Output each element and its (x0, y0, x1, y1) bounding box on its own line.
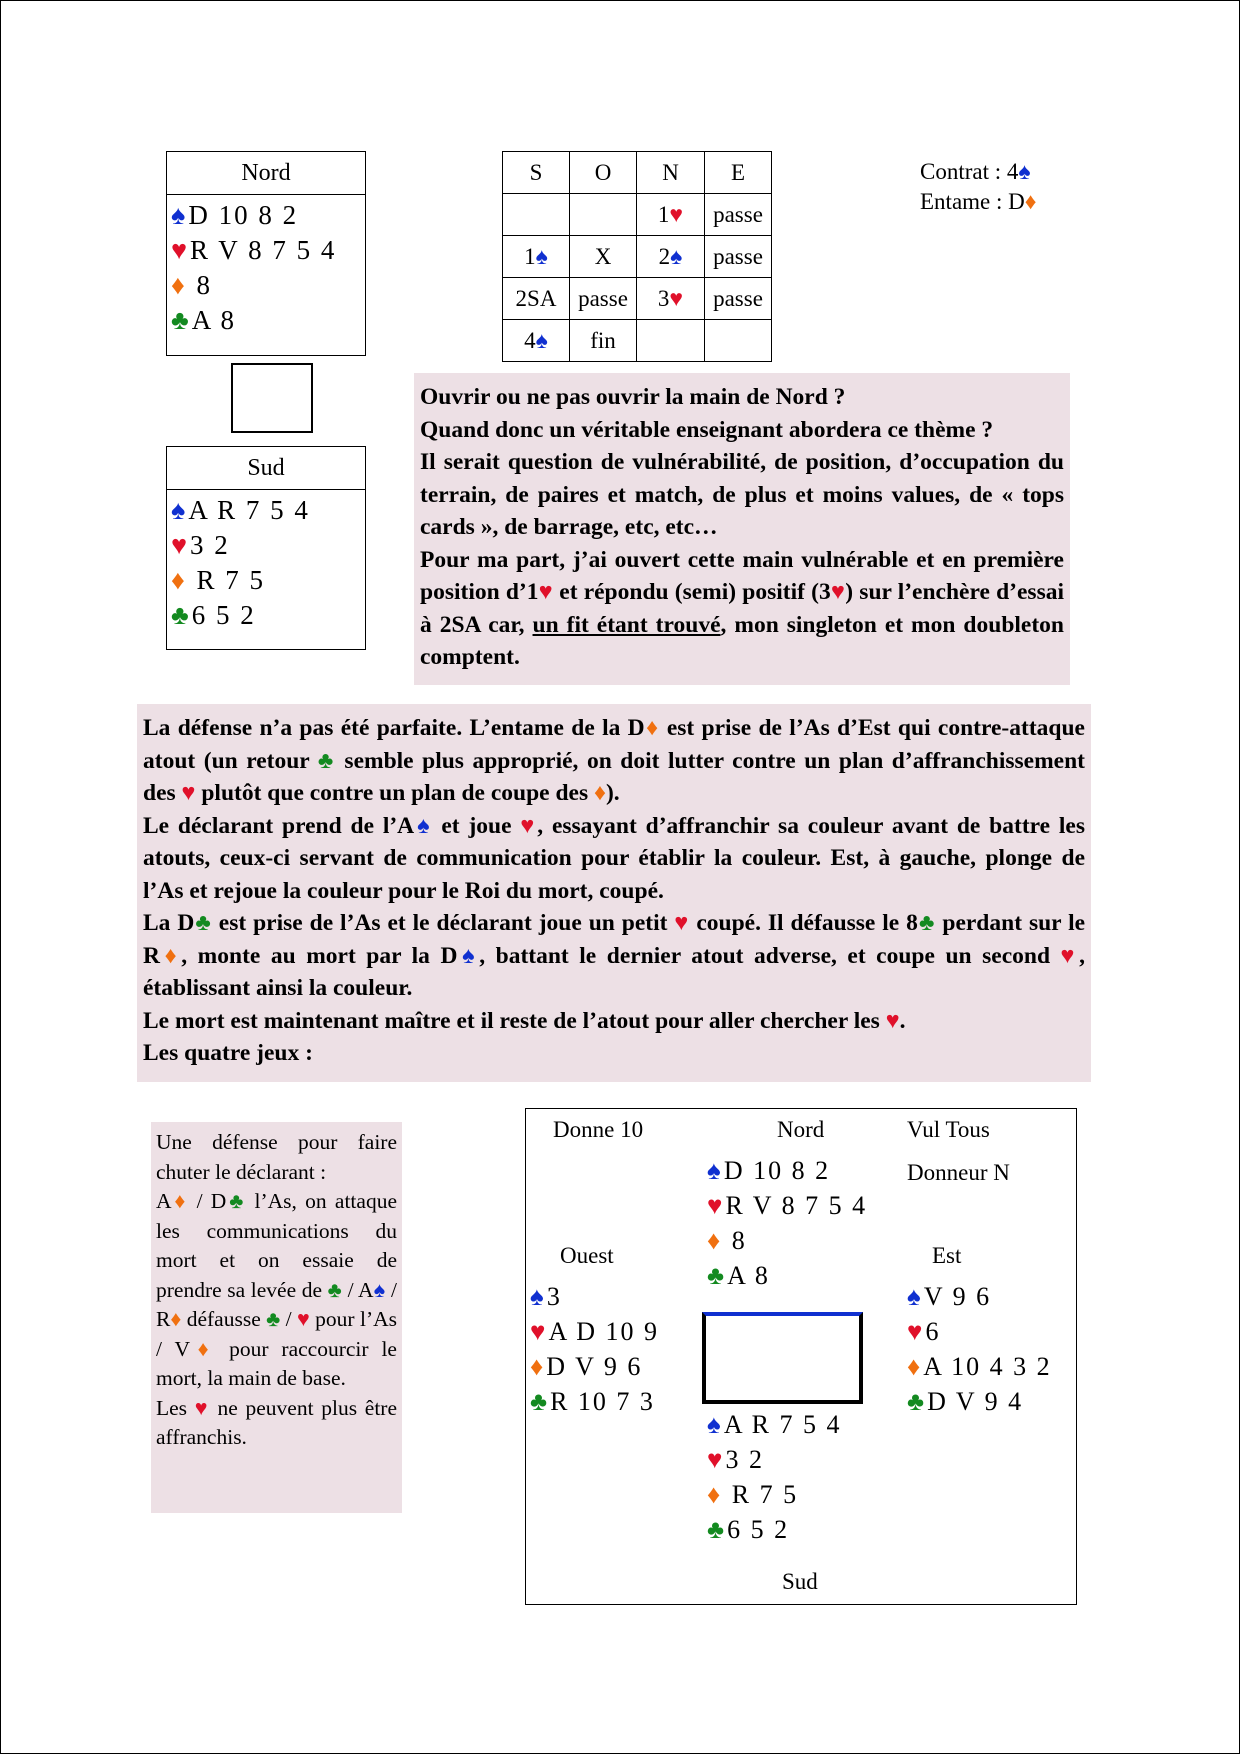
diamond-icon: ♦ (171, 270, 185, 300)
bidding-header-o: O (570, 152, 637, 194)
bid-level: 4 (524, 327, 536, 353)
bid-cell (637, 278, 705, 320)
cards: D V 9 6 (546, 1352, 643, 1381)
analysis-paragraph (143, 1005, 1085, 1038)
bidding-header-row (503, 152, 772, 194)
east-diamonds (907, 1349, 1052, 1384)
west-diamonds (530, 1349, 659, 1384)
bid-cell: passe (705, 278, 772, 320)
bidding-row (503, 278, 772, 320)
diamond-icon: ♦ (171, 1189, 189, 1213)
south-hearts (707, 1442, 842, 1477)
bidding-row (503, 194, 772, 236)
cards: 3 2 (725, 1445, 764, 1474)
spade-icon: ♠ (670, 243, 683, 269)
club-icon: ♣ (917, 910, 936, 936)
intro-sentence: Ouvrir ou ne pas ouvrir la main de Nord ? (420, 384, 846, 410)
text: La D (143, 910, 195, 936)
north-hand-title: Nord (167, 152, 365, 195)
text: Le mort est maintenant maître et il reste de l’atout pour aller chercher les (143, 1007, 886, 1034)
text: , monte au mort par la D (181, 942, 458, 969)
table-square (231, 363, 313, 433)
text: coupé. Il défausse le 8 (689, 910, 918, 936)
diamond-icon: ♦ (159, 942, 182, 969)
contract-info (920, 157, 1037, 217)
analysis-paragraph (143, 907, 1085, 1005)
diamond-icon: ♦ (707, 1226, 721, 1255)
bid-cell (503, 194, 570, 236)
south-spades (171, 493, 361, 528)
bid-cell (503, 320, 570, 362)
heart-icon: ♥ (520, 812, 538, 839)
club-icon: ♣ (171, 305, 189, 335)
cards: V 9 6 (923, 1282, 992, 1311)
text: ). (605, 780, 620, 806)
club-icon: ♣ (226, 1189, 247, 1213)
text: Pour ma part, j’ai ouvert cette main vulnérable et en première position d’1 (420, 546, 1064, 605)
bid-level: 1 (657, 201, 670, 227)
north-hand (166, 151, 366, 356)
text: perdant sur le R (143, 910, 1086, 969)
vulnerability: Vul Tous (907, 1117, 990, 1142)
text: pour l’As / V (156, 1307, 398, 1361)
bid-cell: passe (705, 194, 772, 236)
text: ) sur l’enchère d’essai à 2SA car, (420, 579, 1065, 638)
heart-icon: ♥ (669, 285, 684, 311)
text: , battant le dernier atout adverse, et coupe un second (479, 942, 1061, 969)
heart-icon: ♥ (674, 910, 690, 936)
heart-icon: ♥ (530, 1317, 546, 1346)
text: / R (156, 1277, 397, 1331)
spade-icon: ♠ (1018, 159, 1031, 184)
spade-icon: ♠ (707, 1410, 721, 1439)
club-icon: ♣ (327, 1277, 342, 1302)
heart-icon: ♥ (885, 1007, 900, 1034)
deal-west-hand (530, 1279, 659, 1419)
cards: R 7 5 (723, 1480, 799, 1509)
north-diamonds (171, 268, 361, 303)
south-diamonds (171, 563, 361, 598)
deal-east-hand (907, 1279, 1052, 1419)
south-clubs (707, 1512, 842, 1547)
text: est prise de l’As d’Est qui contre-attaque atout (un retour (143, 715, 1085, 774)
bidding-table (502, 151, 772, 362)
text: est prise de l’As et le déclarant joue un petit (211, 910, 675, 936)
cards: R V 8 7 5 4 (725, 1191, 868, 1220)
analysis-paragraph (143, 810, 1085, 908)
text: A (156, 1189, 172, 1213)
north-clubs (707, 1258, 867, 1293)
west-hearts (530, 1314, 659, 1349)
south-clubs (171, 598, 361, 633)
cards: A R 7 5 4 (723, 1410, 842, 1439)
text: Les (156, 1395, 195, 1420)
note-text (156, 1394, 397, 1453)
intro-sentence: Il serait question de vulnérabilité, de position, d’occupation du terrain, de paires et match, de plus et moins values, de « tops cards », de barrage, etc, etc… (420, 449, 1064, 540)
heart-icon: ♥ (538, 579, 554, 605)
cards: A 8 (191, 305, 236, 335)
east-label: Est (932, 1243, 962, 1268)
lead-line (920, 187, 1037, 217)
cards: 6 (925, 1317, 941, 1346)
diamond-icon: ♦ (644, 715, 660, 741)
spade-icon: ♠ (414, 812, 433, 839)
bid-level: 2 (658, 243, 671, 269)
cards: R 10 7 3 (550, 1387, 655, 1416)
cards: 6 5 2 (191, 600, 256, 630)
deal-number: Donne 10 (553, 1117, 644, 1142)
bid-cell: passe (705, 236, 772, 278)
deal-diagram (525, 1108, 1077, 1605)
bid-cell (705, 320, 772, 362)
note-text (156, 1187, 397, 1394)
intro-sentence (420, 544, 1064, 674)
text: défausse (181, 1307, 267, 1331)
deal-south-hand (707, 1407, 842, 1547)
diamond-icon: ♦ (907, 1352, 921, 1381)
diamond-icon: ♦ (530, 1352, 544, 1381)
bid-cell (503, 236, 570, 278)
west-spades (530, 1279, 659, 1314)
south-hand (166, 446, 366, 650)
text: , établissant ainsi la couleur. (143, 942, 1086, 1001)
club-icon: ♣ (317, 747, 336, 774)
club-icon: ♣ (530, 1387, 548, 1416)
south-hand-title: Sud (167, 447, 365, 490)
north-hearts (171, 233, 361, 268)
north-spades (707, 1153, 867, 1188)
heart-icon: ♥ (181, 780, 196, 806)
cards: 8 (187, 270, 213, 300)
bid-cell: X (570, 236, 637, 278)
club-icon: ♣ (707, 1261, 725, 1290)
bidding-header-s: S (503, 152, 570, 194)
bid-cell (637, 194, 705, 236)
dealer: Donneur N (907, 1160, 1010, 1185)
note-text: Une défense pour faire chuter le déclarant : (156, 1130, 397, 1184)
heart-icon: ♥ (669, 201, 684, 227)
north-label: Nord (777, 1117, 825, 1142)
heart-icon: ♥ (194, 1395, 210, 1420)
text: et joue (432, 812, 521, 839)
text: ne peuvent plus être affranchis. (156, 1395, 397, 1449)
text: , mon singleton et mon doubleton comptent. (420, 611, 1064, 670)
spade-icon: ♠ (373, 1277, 386, 1302)
bid-cell (637, 320, 705, 362)
spade-icon: ♠ (171, 200, 186, 230)
bid-cell (637, 236, 705, 278)
contract-line (920, 157, 1037, 187)
text: pour raccourcir le mort, la main de base. (156, 1336, 397, 1390)
spade-icon: ♠ (457, 942, 480, 969)
table-rectangle (702, 1312, 863, 1404)
club-icon: ♣ (707, 1515, 725, 1544)
club-icon: ♣ (907, 1387, 925, 1416)
cards: 6 5 2 (727, 1515, 790, 1544)
heart-icon: ♥ (907, 1317, 923, 1346)
defense-note-panel (151, 1122, 402, 1513)
text: La défense n’a pas été parfaite. L’entame de la D (143, 715, 645, 741)
cards: R V 8 7 5 4 (190, 235, 337, 265)
bidding-row (503, 320, 772, 362)
text: et répondu (semi) positif (3 (553, 579, 831, 605)
diamond-icon: ♦ (707, 1480, 721, 1509)
lead-label: Entame : D (920, 189, 1025, 214)
diamond-icon: ♦ (171, 565, 185, 595)
east-clubs (907, 1384, 1052, 1419)
east-spades (907, 1279, 1052, 1314)
text: . (899, 1007, 906, 1034)
heart-icon: ♥ (707, 1191, 723, 1220)
bid-cell: 2SA (503, 278, 570, 320)
analysis-paragraph (143, 712, 1085, 810)
cards: A D 10 9 (548, 1317, 660, 1346)
text: l’As, on attaque les communications du mort et on essaie de prendre sa levée de (156, 1189, 397, 1302)
intro-sentence: Quand donc un véritable enseignant abordera ce thème ? (420, 416, 994, 443)
heart-icon: ♥ (707, 1445, 723, 1474)
heart-icon: ♥ (830, 579, 846, 605)
bid-cell: passe (570, 278, 637, 320)
text: / A (341, 1277, 374, 1302)
spade-icon: ♠ (535, 327, 548, 353)
spade-icon: ♠ (907, 1282, 921, 1311)
intro-panel (414, 373, 1070, 685)
spade-icon: ♠ (535, 243, 548, 269)
bid-cell: fin (570, 320, 637, 362)
cards: D 10 8 2 (188, 200, 299, 230)
cards: A 8 (727, 1261, 770, 1290)
cards: 3 2 (190, 530, 230, 560)
bidding-row (503, 236, 772, 278)
text: / (280, 1307, 298, 1331)
bid-level: 1 (524, 243, 536, 269)
underlined-text: un fit étant trouvé (532, 611, 721, 638)
spade-icon: ♠ (530, 1282, 544, 1311)
cards: A R 7 5 4 (188, 495, 310, 525)
cards: R 7 5 (187, 565, 266, 595)
text: Le déclarant prend de l’A (143, 812, 415, 839)
north-diamonds (707, 1223, 867, 1258)
bidding-header-n: N (637, 152, 705, 194)
diamond-icon: ♦ (190, 1336, 217, 1361)
spade-icon: ♠ (171, 495, 186, 525)
south-spades (707, 1407, 842, 1442)
contract-label: Contrat : 4 (920, 159, 1019, 184)
heart-icon: ♥ (171, 530, 188, 560)
club-icon: ♣ (266, 1307, 281, 1331)
south-label: Sud (782, 1569, 818, 1594)
text: , essayant d’affranchir sa couleur avant de battre les atouts, ceux-ci servant de communication pour établir la couleur. Est, à gauche, plonge de l’As et rejoue la couleur pour le Roi du mort, coupé. (143, 812, 1086, 904)
cards: D 10 8 2 (723, 1156, 831, 1185)
deal-north-hand (707, 1153, 867, 1293)
east-hearts (907, 1314, 1052, 1349)
west-label: Ouest (560, 1243, 614, 1268)
analysis-paragraph: Les quatre jeux : (143, 1040, 313, 1066)
diamond-icon: ♦ (170, 1307, 182, 1331)
heart-icon: ♥ (297, 1307, 310, 1331)
club-icon: ♣ (171, 600, 189, 630)
cards: A 10 4 3 2 (923, 1352, 1052, 1381)
analysis-panel (137, 704, 1091, 1082)
diamond-icon: ♦ (593, 780, 606, 806)
south-hearts (171, 528, 361, 563)
north-hearts (707, 1188, 867, 1223)
diamond-icon: ♦ (1024, 189, 1037, 214)
bidding-header-e: E (705, 152, 772, 194)
cards: 3 (546, 1282, 562, 1311)
text: / D (188, 1189, 227, 1213)
north-spades (171, 198, 361, 233)
cards: 8 (723, 1226, 747, 1255)
bid-cell (570, 194, 637, 236)
north-clubs (171, 303, 361, 338)
heart-icon: ♥ (171, 235, 188, 265)
west-clubs (530, 1384, 659, 1419)
bid-level: 3 (657, 285, 670, 311)
cards: D V 9 4 (927, 1387, 1024, 1416)
spade-icon: ♠ (707, 1156, 721, 1185)
text: plutôt que contre un plan de coupe des (195, 780, 594, 806)
heart-icon: ♥ (1060, 942, 1080, 969)
south-diamonds (707, 1477, 842, 1512)
club-icon: ♣ (194, 910, 212, 936)
text: semble plus approprié, on doit lutter contre un plan d’affranchissement des (143, 747, 1086, 806)
